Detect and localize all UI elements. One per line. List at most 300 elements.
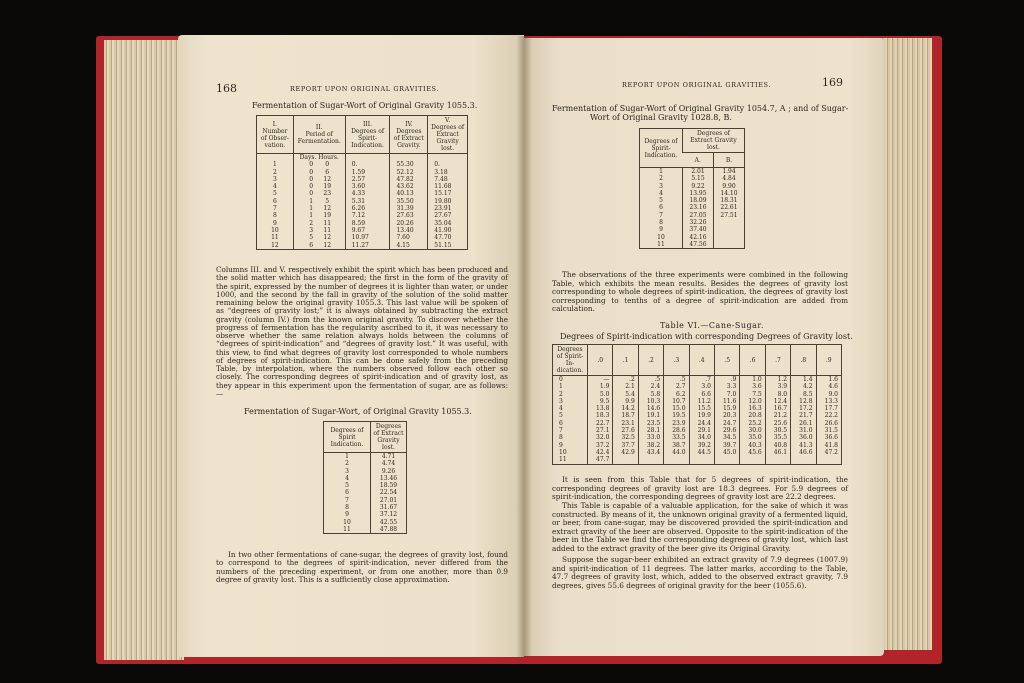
table-cell: 5.0 xyxy=(588,391,613,398)
table-cell: 24.4 xyxy=(689,420,714,427)
table-cell: 23.5 xyxy=(638,420,663,427)
table-cell: 1.0 xyxy=(740,376,765,384)
table-cell: 14.6 xyxy=(638,405,663,412)
table-cell: 24.7 xyxy=(714,420,739,427)
table-cell: 43.62 xyxy=(390,183,428,190)
table-cell: 31.0 xyxy=(791,427,816,434)
table-row xyxy=(640,197,745,204)
table-cell: 47.56 xyxy=(683,241,714,249)
table-row xyxy=(640,204,745,211)
table-row xyxy=(640,219,745,226)
table-cell: 41.90 xyxy=(428,227,468,234)
table-cell: 47.70 xyxy=(428,234,468,241)
table-cell: 9 xyxy=(559,441,563,449)
table-cell: 25.6 xyxy=(765,420,790,427)
table-cell: 46.1 xyxy=(765,449,790,456)
table-cell: 44.5 xyxy=(689,449,714,456)
table-cell: 4.2 xyxy=(791,383,816,390)
table-cell: 4.15 xyxy=(390,242,428,250)
table-cell xyxy=(714,456,739,464)
table-cell: 11.6 xyxy=(714,398,739,405)
table-cell: 23.16 xyxy=(683,204,714,211)
paragraph: In two other fermentations of cane-sugar, the degrees of gravity lost, found to correspond to the degrees of spirit-indication, never differed from the numbers of the preceding experiment, or from one another, more than 0.9 degree of gravity lost. This is a sufficiently close approximation. xyxy=(216,550,508,584)
hours-value: 0 xyxy=(325,161,330,169)
running-head: REPORT UPON ORIGINAL GRAVITIES. xyxy=(290,85,440,93)
table-cell: 5 xyxy=(345,482,349,490)
table-cell: 9.22 xyxy=(683,183,714,190)
table-cell: 1.59 xyxy=(345,169,390,176)
table-row xyxy=(553,420,842,427)
hours-value: 23 xyxy=(323,190,332,198)
right-page-edges xyxy=(880,38,932,650)
table-cell: 34.5 xyxy=(714,434,739,441)
table-cell: 13.46 xyxy=(371,475,407,482)
table-header-cell: Degrees of Extract Gravity lost. xyxy=(371,422,407,453)
table-header-cell: B. xyxy=(713,153,744,168)
table-cell: 6 xyxy=(345,489,349,497)
table-header-cell: .5 xyxy=(714,345,739,376)
table-cell: 10.3 xyxy=(638,398,663,405)
gravity-ab-table xyxy=(639,128,745,249)
page-number: 168 xyxy=(216,82,237,95)
column-label: Degrees of Spirit-Indication. xyxy=(351,127,385,149)
table-cell: 1 xyxy=(559,383,563,391)
table-cell: 20.26 xyxy=(390,220,428,227)
table-row xyxy=(553,434,842,441)
table-cell xyxy=(613,456,638,464)
table-cell: 40.8 xyxy=(765,442,790,449)
table-cell: 12.0 xyxy=(740,398,765,405)
table-cell: 9.9 xyxy=(613,398,638,405)
table-cell: 7.48 xyxy=(428,176,468,183)
table-cell: 4 xyxy=(559,405,563,413)
table-row xyxy=(553,412,842,419)
table-cell: 9.5 xyxy=(588,398,613,405)
table-row xyxy=(324,489,407,496)
table-cell: 3.60 xyxy=(345,183,390,190)
table-cell: 13.8 xyxy=(588,405,613,412)
table-cell: 19.9 xyxy=(689,412,714,419)
table-cell: 18.59 xyxy=(371,482,407,489)
table-row xyxy=(257,169,468,176)
table-cell: 43.4 xyxy=(638,449,663,456)
table-cell: 11 xyxy=(271,234,279,242)
page-number: 169 xyxy=(822,76,843,89)
table-row xyxy=(553,398,842,405)
table-cell: 35.04 xyxy=(428,220,468,227)
table-cell: 21.7 xyxy=(791,412,816,419)
table-cell: 3 xyxy=(345,467,349,475)
table-header-cell: .6 xyxy=(740,345,765,376)
table-cell: 47.2 xyxy=(816,449,841,456)
table-cell: 4 xyxy=(345,474,349,482)
table-cell xyxy=(638,456,663,464)
table-cell: 1 xyxy=(659,168,663,175)
table-header-cell xyxy=(345,116,390,154)
table-cell: 10 xyxy=(343,518,351,526)
table-cell xyxy=(293,220,345,227)
table-cell: 4.84 xyxy=(713,175,744,182)
table-cell: 14.2 xyxy=(613,405,638,412)
table-cell: 47.88 xyxy=(371,526,407,534)
table-cell: 9 xyxy=(345,511,349,519)
table-cell xyxy=(293,190,345,197)
table-cell: 22.61 xyxy=(713,204,744,211)
table-cell: 1.2 xyxy=(765,376,790,384)
table-cell xyxy=(293,169,345,176)
table-header-cell xyxy=(257,116,294,154)
table-cell: 23.9 xyxy=(664,420,689,427)
table-cell: 15.0 xyxy=(664,405,689,412)
table-row xyxy=(257,234,468,241)
table-cell: 3.9 xyxy=(765,383,790,390)
paragraph: The observations of the three experiments were combined in the following Table, which exhibits the mean results. Besides the degrees of gravity lost corresponding to whole degrees of spirit-indication, the degrees of gravity lost corresponding to tenths of a degree of spirit-indication are added from calculation. xyxy=(552,270,848,314)
table-cell: 52.12 xyxy=(390,169,428,176)
table-cell xyxy=(713,226,744,233)
table3-caption: Wort of Original Gravity 1028.8, B. xyxy=(590,113,732,122)
table-cell: 9.90 xyxy=(713,183,744,190)
hours-value: 11 xyxy=(323,219,332,227)
spirit-gravity-table xyxy=(323,421,407,534)
table-cell: 32.26 xyxy=(683,219,714,226)
table-cell: 22.2 xyxy=(816,412,841,419)
table-cell: 16.3 xyxy=(740,405,765,412)
table2-caption: Fermentation of Sugar-Wort, of Original Gravity 1055.3. xyxy=(244,407,472,416)
table-cell: 4 xyxy=(272,183,277,191)
table-cell: 9.26 xyxy=(371,468,407,475)
table-cell: 32.0 xyxy=(588,434,613,441)
table-cell: .2 xyxy=(613,376,638,384)
table-cell xyxy=(713,241,744,249)
table-cell xyxy=(257,154,294,162)
table-cell: 0. xyxy=(345,161,390,168)
column-number: I. xyxy=(272,120,278,128)
table-subheader-row xyxy=(257,154,468,162)
table-row xyxy=(324,468,407,475)
table-cell: 7 xyxy=(272,205,277,213)
table-cell: 37.7 xyxy=(613,442,638,449)
table-cell: 30.5 xyxy=(765,427,790,434)
table-cell: 18.31 xyxy=(713,197,744,204)
table-row xyxy=(257,205,468,212)
table-cell: 5 xyxy=(559,412,563,420)
table-cell: 7.12 xyxy=(345,212,390,219)
table-header-row xyxy=(257,116,468,154)
hours-value: 12 xyxy=(323,234,332,242)
table-header-row xyxy=(553,345,842,376)
hours-value: 19 xyxy=(323,212,332,220)
table-cell: 5.15 xyxy=(683,175,714,182)
days-value: 1 xyxy=(309,197,314,205)
table-cell: .7 xyxy=(689,376,714,384)
paragraph: Columns III. and V. respectively exhibit the spirit which has been produced and the solid matter which has disappeared; the first in the form of the gravity of the spirit, expressed by the number of degrees it is lighter than water, or under 1000, and the second by the fall in gravity of the solution of the solid matter remaining below the original gravity 1055.3. This last value will be spoken of as “degrees of gravity lost;” it is always obtained by subtracting the extract gravity (column IV.) from the known original gravity. To discover whether the progress of fermentation has the regularity ascribed to it, it was necessary to observe whether the same relation always holds between the columns of “degrees of spirit-indication” and “degrees of gravity lost.” It was useful, with this view, to find what degrees of gravity lost corresponded to whole numbers of degrees of spirit-indication. This can be done safely from the preceding Table, by interpolation, where the numbers observed follow each other so closely. The corresponding degrees of spirit-indication and of gravity lost, as they appear in this experiment upon the fermentation of sugar, are as follows:— xyxy=(216,265,508,398)
table-cell: 4.33 xyxy=(345,190,390,197)
table-row xyxy=(257,183,468,190)
table-cell: 42.16 xyxy=(683,234,714,241)
table-cell: 2.7 xyxy=(664,383,689,390)
table-cell: 1.94 xyxy=(713,168,744,176)
table-cell: 8.5 xyxy=(791,391,816,398)
table-cell: 35.5 xyxy=(765,434,790,441)
table-cell: 28.1 xyxy=(638,427,663,434)
table-cell: 10.7 xyxy=(664,398,689,405)
table-cell: 7.5 xyxy=(740,391,765,398)
table-cell xyxy=(791,456,816,464)
table-cell: 17.7 xyxy=(816,405,841,412)
table-cell: 2.4 xyxy=(638,383,663,390)
column-label: Degrees of Extract Gravity. xyxy=(393,127,424,149)
table-cell: 11 xyxy=(343,525,351,533)
table-row xyxy=(640,175,745,182)
table-cell: 32.5 xyxy=(613,434,638,441)
table-cell: 6 xyxy=(559,419,563,427)
table-cell: 12 xyxy=(271,241,279,249)
table-cell: 34.0 xyxy=(689,434,714,441)
table-cell: 37.12 xyxy=(371,511,407,518)
table-row xyxy=(553,405,842,412)
table-cell xyxy=(713,234,744,241)
table-cell: 42.9 xyxy=(613,449,638,456)
table-cell: 6.6 xyxy=(689,391,714,398)
table-cell: 4 xyxy=(659,189,663,197)
table-cell: 33.5 xyxy=(664,434,689,441)
table-cell: 17.2 xyxy=(791,405,816,412)
table-cell: 6.2 xyxy=(664,391,689,398)
table-cell: 2.1 xyxy=(613,383,638,390)
table1-caption: Fermentation of Sugar-Wort of Original Gravity 1055.3. xyxy=(252,101,478,110)
days-value: 3 xyxy=(309,226,314,234)
table-cell: 13.40 xyxy=(390,227,428,234)
days-value: 0 xyxy=(309,190,314,198)
days-value: 0 xyxy=(309,168,314,176)
column-number: V. xyxy=(445,117,451,124)
left-page-edges xyxy=(104,40,184,660)
table-cell: 37.2 xyxy=(588,442,613,449)
table-cell: 8.59 xyxy=(345,220,390,227)
table-cell: 9 xyxy=(659,226,663,234)
paragraph: Suppose the sugar-beer exhibited an extract gravity of 7.9 degrees (1007.9) and spirit-indication of 11 degrees. The latter marks, according to the Table, 47.7 degrees of gravity lost, which, added to the observed extract gravity, 7.9 degrees, gives 55.6 degrees of original gravity for the beer (1055.6). xyxy=(552,555,848,590)
table-cell: 18.3 xyxy=(588,412,613,419)
table-cell: 51.15 xyxy=(428,242,468,250)
table-cell: 4.6 xyxy=(816,383,841,390)
table-cell: 7.0 xyxy=(714,391,739,398)
table-cell: 7 xyxy=(659,211,663,219)
table-cell: 6.26 xyxy=(345,205,390,212)
table4-caption: Degrees of Spirit-indication with corresponding Degrees of Gravity lost. xyxy=(560,332,853,341)
table-header-cell: Degrees of Spirit-Indication. xyxy=(640,129,683,168)
table-cell: 18.09 xyxy=(683,197,714,204)
paragraph: It is seen from this Table that for 5 degrees of spirit-indication, the corresponding degrees of gravity lost are 18.3 degrees. For 5.9 degrees of spirit-indication, the corresponding degrees of gravity lost are 22.2 degrees. xyxy=(552,475,848,502)
table-cell: 27.1 xyxy=(588,427,613,434)
table-cell: 10.97 xyxy=(345,234,390,241)
table-cell: 38.7 xyxy=(664,442,689,449)
table-row xyxy=(553,391,842,398)
table-cell: 11.2 xyxy=(689,398,714,405)
table-cell: 35.50 xyxy=(390,198,428,205)
table-cell: 40.13 xyxy=(390,190,428,197)
table-cell: 7 xyxy=(345,496,349,504)
table-cell: 37.40 xyxy=(683,226,714,233)
table-header-cell: .3 xyxy=(664,345,689,376)
table-row xyxy=(324,460,407,467)
table-cell: 10 xyxy=(657,233,665,241)
table-cell: — xyxy=(588,376,613,384)
table-cell: 20.8 xyxy=(740,412,765,419)
hours-value: 12 xyxy=(323,205,332,213)
table-cell: 19.5 xyxy=(664,412,689,419)
table-row xyxy=(553,383,842,390)
table-cell: .5 xyxy=(664,376,689,384)
column-number: IV. xyxy=(405,120,413,128)
table-row xyxy=(640,183,745,190)
table-cell: 3.0 xyxy=(689,383,714,390)
table-cell: 11 xyxy=(559,456,567,464)
table-cell: 3 xyxy=(272,175,277,183)
table-cell: 13.3 xyxy=(816,398,841,405)
table-cell: 2 xyxy=(345,460,349,468)
table-cell: 26.6 xyxy=(816,420,841,427)
table-row xyxy=(257,161,468,168)
table-cell: 19.1 xyxy=(638,412,663,419)
book-gutter xyxy=(516,36,532,658)
table-row xyxy=(257,212,468,219)
left-page xyxy=(178,35,524,657)
table-cell: 22.7 xyxy=(588,420,613,427)
table-row xyxy=(257,190,468,197)
table-cell: 1.4 xyxy=(791,376,816,384)
table-cell: 47.7 xyxy=(588,456,613,464)
table-cell: 2 xyxy=(272,168,277,176)
table-row xyxy=(640,190,745,197)
table-cell: 25.2 xyxy=(740,420,765,427)
table-cell: 5.31 xyxy=(345,198,390,205)
table-cell: 3.3 xyxy=(714,383,739,390)
table-cell: 9.0 xyxy=(816,391,841,398)
table-cell: 12.4 xyxy=(765,398,790,405)
table-row xyxy=(324,504,407,511)
table-row xyxy=(553,427,842,434)
days-value: 0 xyxy=(309,161,314,169)
table-row xyxy=(640,226,745,233)
table-row xyxy=(324,519,407,526)
table-row xyxy=(553,376,842,384)
table-header-cell xyxy=(428,116,468,154)
table-cell xyxy=(765,456,790,464)
running-head: REPORT UPON ORIGINAL GRAVITIES. xyxy=(622,81,772,89)
table-cell: 15.5 xyxy=(689,405,714,412)
table-row xyxy=(324,497,407,504)
table-cell: 23.1 xyxy=(613,420,638,427)
hours-value: 5 xyxy=(325,197,330,205)
table-cell: 40.3 xyxy=(740,442,765,449)
table-cell: 2.57 xyxy=(345,176,390,183)
table-cell xyxy=(345,154,390,162)
table-cell: 3.18 xyxy=(428,169,468,176)
table-row xyxy=(640,241,745,249)
right-page xyxy=(524,38,884,656)
table-cell: 21.2 xyxy=(765,412,790,419)
table-cell: 27.63 xyxy=(390,212,428,219)
table-subheader: Days. Hours. xyxy=(293,154,345,162)
column-number: III. xyxy=(363,120,373,128)
table-row xyxy=(257,176,468,183)
table-cell: 8 xyxy=(559,434,563,442)
table-cell xyxy=(293,161,345,168)
table-cell xyxy=(689,456,714,464)
column-label: Number of Obser-vation. xyxy=(260,127,289,149)
table-row xyxy=(324,511,407,518)
table-cell xyxy=(293,183,345,190)
table-cell: 26.1 xyxy=(791,420,816,427)
table-cell: 46.6 xyxy=(791,449,816,456)
table3-caption: Fermentation of Sugar-Wort of Original Gravity 1054.7, A ; and of Sugar- xyxy=(552,104,849,113)
table-cell: 8.0 xyxy=(765,391,790,398)
days-value: 1 xyxy=(309,212,314,220)
table-header-cell: .2 xyxy=(638,345,663,376)
table-cell: 55.30 xyxy=(390,161,428,168)
cane-sugar-table xyxy=(552,344,842,465)
days-value: 0 xyxy=(309,175,314,183)
table-cell: 0 xyxy=(559,376,563,383)
table-cell: 7 xyxy=(559,427,563,435)
table-cell: 10 xyxy=(559,448,567,456)
table-cell: 31.39 xyxy=(390,205,428,212)
table-cell: 27.6 xyxy=(613,427,638,434)
hours-value: 11 xyxy=(323,226,332,234)
table-row xyxy=(257,227,468,234)
table-cell: 1.6 xyxy=(816,376,841,384)
table-row xyxy=(640,212,745,219)
table-header-cell: Degrees of Spirit-In-dication. xyxy=(553,345,588,376)
table-header-cell xyxy=(390,116,428,154)
table-cell: .5 xyxy=(638,376,663,384)
table-cell xyxy=(740,456,765,464)
table-cell xyxy=(293,176,345,183)
hours-value: 12 xyxy=(323,175,332,183)
table-row xyxy=(553,449,842,456)
days-value: 2 xyxy=(309,219,314,227)
table-header-cell: Degrees of Spirit Indication. xyxy=(324,422,371,453)
table-cell: 2 xyxy=(659,175,663,183)
table-cell: 36.0 xyxy=(791,434,816,441)
table-cell: 29.1 xyxy=(689,427,714,434)
table-cell: 45.0 xyxy=(714,449,739,456)
table-cell xyxy=(293,227,345,234)
table-row xyxy=(640,234,745,241)
table-cell: 8 xyxy=(345,504,349,512)
table-cell xyxy=(713,219,744,226)
table-header-cell: .1 xyxy=(613,345,638,376)
table-cell: 47.82 xyxy=(390,176,428,183)
days-value: 6 xyxy=(309,241,314,249)
table-cell xyxy=(428,154,468,162)
table-cell: 42.55 xyxy=(371,519,407,526)
table-row xyxy=(324,482,407,489)
table-cell: 2.01 xyxy=(683,168,714,176)
table-cell: 5.8 xyxy=(638,391,663,398)
days-value: 0 xyxy=(309,183,314,191)
table-cell xyxy=(664,456,689,464)
table-cell: 3 xyxy=(659,182,663,190)
table-header-cell: .9 xyxy=(816,345,841,376)
table-cell: 31.67 xyxy=(371,504,407,511)
table-cell: 27.01 xyxy=(371,497,407,504)
table-cell: 27.67 xyxy=(428,212,468,219)
table-row xyxy=(553,456,842,464)
hours-value: 6 xyxy=(325,168,330,176)
table-row xyxy=(257,220,468,227)
hours-value: 19 xyxy=(323,183,332,191)
